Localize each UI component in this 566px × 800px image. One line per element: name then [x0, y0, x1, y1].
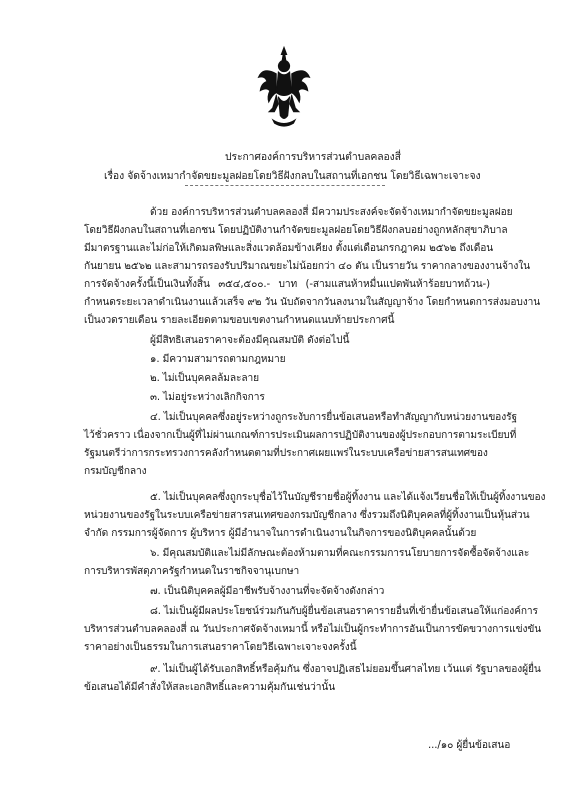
qualification-item: ๓. ไม่อยู่ระหว่างเลิกกิจการ — [150, 392, 265, 403]
intro-line: เป็นงวดรายเดือน รายละเอียดตามขอบเขตงานกำหนดแนบท้ายประกาศนี้ — [84, 315, 395, 326]
intro-line: กันยายน ๒๕๖๒ และสามารถรองรับปริมาณขยะไม่น้อยกว่า ๔๐ ตัน เป็นรายวัน ราคากลางของงานจ้างใน — [84, 261, 531, 272]
qualification-item: ๒. ไม่เป็นบุคคลล้มละลาย — [150, 373, 259, 384]
qualification-item: ๖. มีคุณสมบัติและไม่มีลักษณะต้องห้ามตามที่คณะกรรมการนโยบายการจัดซื้อจัดจ้างและ — [150, 548, 530, 559]
intro-line: ด้วย องค์การบริหารส่วนตำบลคลองสี่ มีความประสงค์จะจัดจ้างเหมากำจัดขยะมูลฝอย — [150, 207, 513, 218]
qualification-item-cont: ไว้ชั่วคราว เนื่องจากเป็นผู้ที่ไม่ผ่านเกณฑ์การประเมินผลการปฏิบัติงานของผู้ประกอบการตามระเบียบที่ — [84, 430, 517, 441]
qualification-item-cont: ราคาอย่างเป็นธรรมในการเสนอราคาโดยวิธีเฉพาะเจาะจงครั้งนี้ — [84, 642, 357, 653]
qualification-item-cont: รัฐมนตรีว่าการกระทรวงการคลังกำหนดตามที่ประกาศเผยแพร่ในระบบเครือข่ายสารสนเทศของ — [84, 448, 488, 459]
intro-line: การจัดจ้างครั้งนี้เป็นเงินทั้งสิ้น ๓๕๔,๕๐๐.- บาท (-สามแสนห้าหมื่นแปดพันห้าร้อยบาทถ้วน-) — [84, 279, 490, 290]
qualification-item: ๙. ไม่เป็นผู้ได้รับเอกสิทธิ์หรือคุ้มกัน ซึ่งอาจปฏิเสธไม่ยอมขึ้นศาลไทย เว้นแต่ รัฐบาลของผู้ยื่น — [150, 664, 541, 675]
qualification-item: ๘. ไม่เป็นผู้มีผลประโยชน์ร่วมกันกับผู้ยื่นข้อเสนอราคารายอื่นที่เข้ายื่นข้อเสนอให้แก่องค์การ — [150, 606, 538, 617]
qualification-item-cont: การบริหารพัสดุภาครัฐกำหนดในราชกิจจานุเบกษา — [84, 566, 300, 577]
qualification-item-cont: บริหารส่วนตำบลคลองสี่ ณ วันประกาศจัดจ้างเหมานี้ หรือไม่เป็นผู้กระทำการอันเป็นการขัดขวางการแข่งขัน — [84, 624, 542, 635]
title-separator — [185, 185, 385, 186]
qualification-item-cont: กรมบัญชีกลาง — [84, 466, 147, 477]
notice-subject: เรื่อง จัดจ้างเหมากำจัดขยะมูลฝอยโดยวิธีฝังกลบในสถานที่เอกชน โดยวิธีเฉพาะเจาะจง — [104, 170, 481, 182]
garuda-emblem-icon — [255, 45, 313, 131]
qualification-item: ๕. ไม่เป็นบุคคลซึ่งถูกระบุชื่อไว้ในบัญชีรายชื่อผู้ทิ้งงาน และได้แจ้งเวียนชื่อให้เป็นผู้ทิ้งงานของ — [150, 492, 546, 503]
qualification-item-cont: จำกัด กรรมการผู้จัดการ ผู้บริหาร ผู้มีอำนาจในการดำเนินงานในกิจการของนิติบุคคลนั้นด้วย — [84, 528, 477, 539]
qualification-item-cont: ข้อเสนอได้มีคำสั่งให้สละเอกสิทธิ์และความคุ้มกันเช่นว่านั้น — [84, 682, 336, 693]
qualification-item: ๗. เป็นนิติบุคคลผู้มีอาชีพรับจ้างงานที่จะจัดจ้างดังกล่าว — [150, 586, 385, 597]
intro-line: มีมาตรฐานและไม่ก่อให้เกิดมลพิษและสิ่งแวดล้อมข้างเคียง ตั้งแต่เดือนกรกฎาคม ๒๕๖๒ ถึงเดือน — [84, 243, 494, 254]
qualification-item-cont: หน่วยงานของรัฐในระบบเครือข่ายสารสนเทศของกรมบัญชีกลาง ซึ่งรวมถึงนิติบุคคลที่ผู้ทิ้งงานเป็นหุ้นส่วน — [84, 510, 530, 521]
notice-title: ประกาศองค์การบริหารส่วนตำบลคลองสี่ — [225, 151, 401, 163]
intro-line: โดยวิธีฝังกลบในสถานที่เอกชน โดยปฏิบัติงานกำจัดขยะมูลฝอยโดยวิธีฝังกลบอย่างถูกหลักสุขาภิบาล — [84, 225, 508, 236]
page-continuation: .../๑๐ ผู้ยื่นข้อเสนอ — [428, 740, 511, 751]
qualification-item: ๔. ไม่เป็นบุคคลซึ่งอยู่ระหว่างถูกระงับการยื่นข้อเสนอหรือทำสัญญากับหน่วยงานของรัฐ — [150, 412, 517, 423]
intro-line: กำหนดระยะเวลาดำเนินงานแล้วเสร็จ ๙๒ วัน นับถัดจากวันลงนามในสัญญาจ้าง โดยกำหนดการส่งมอบงาน — [84, 297, 541, 308]
qualifications-heading: ผู้มีสิทธิเสนอราคาจะต้องมีคุณสมบัติ ดังต่อไปนี้ — [150, 335, 350, 346]
qualification-item: ๑. มีความสามารถตามกฎหมาย — [150, 354, 286, 365]
